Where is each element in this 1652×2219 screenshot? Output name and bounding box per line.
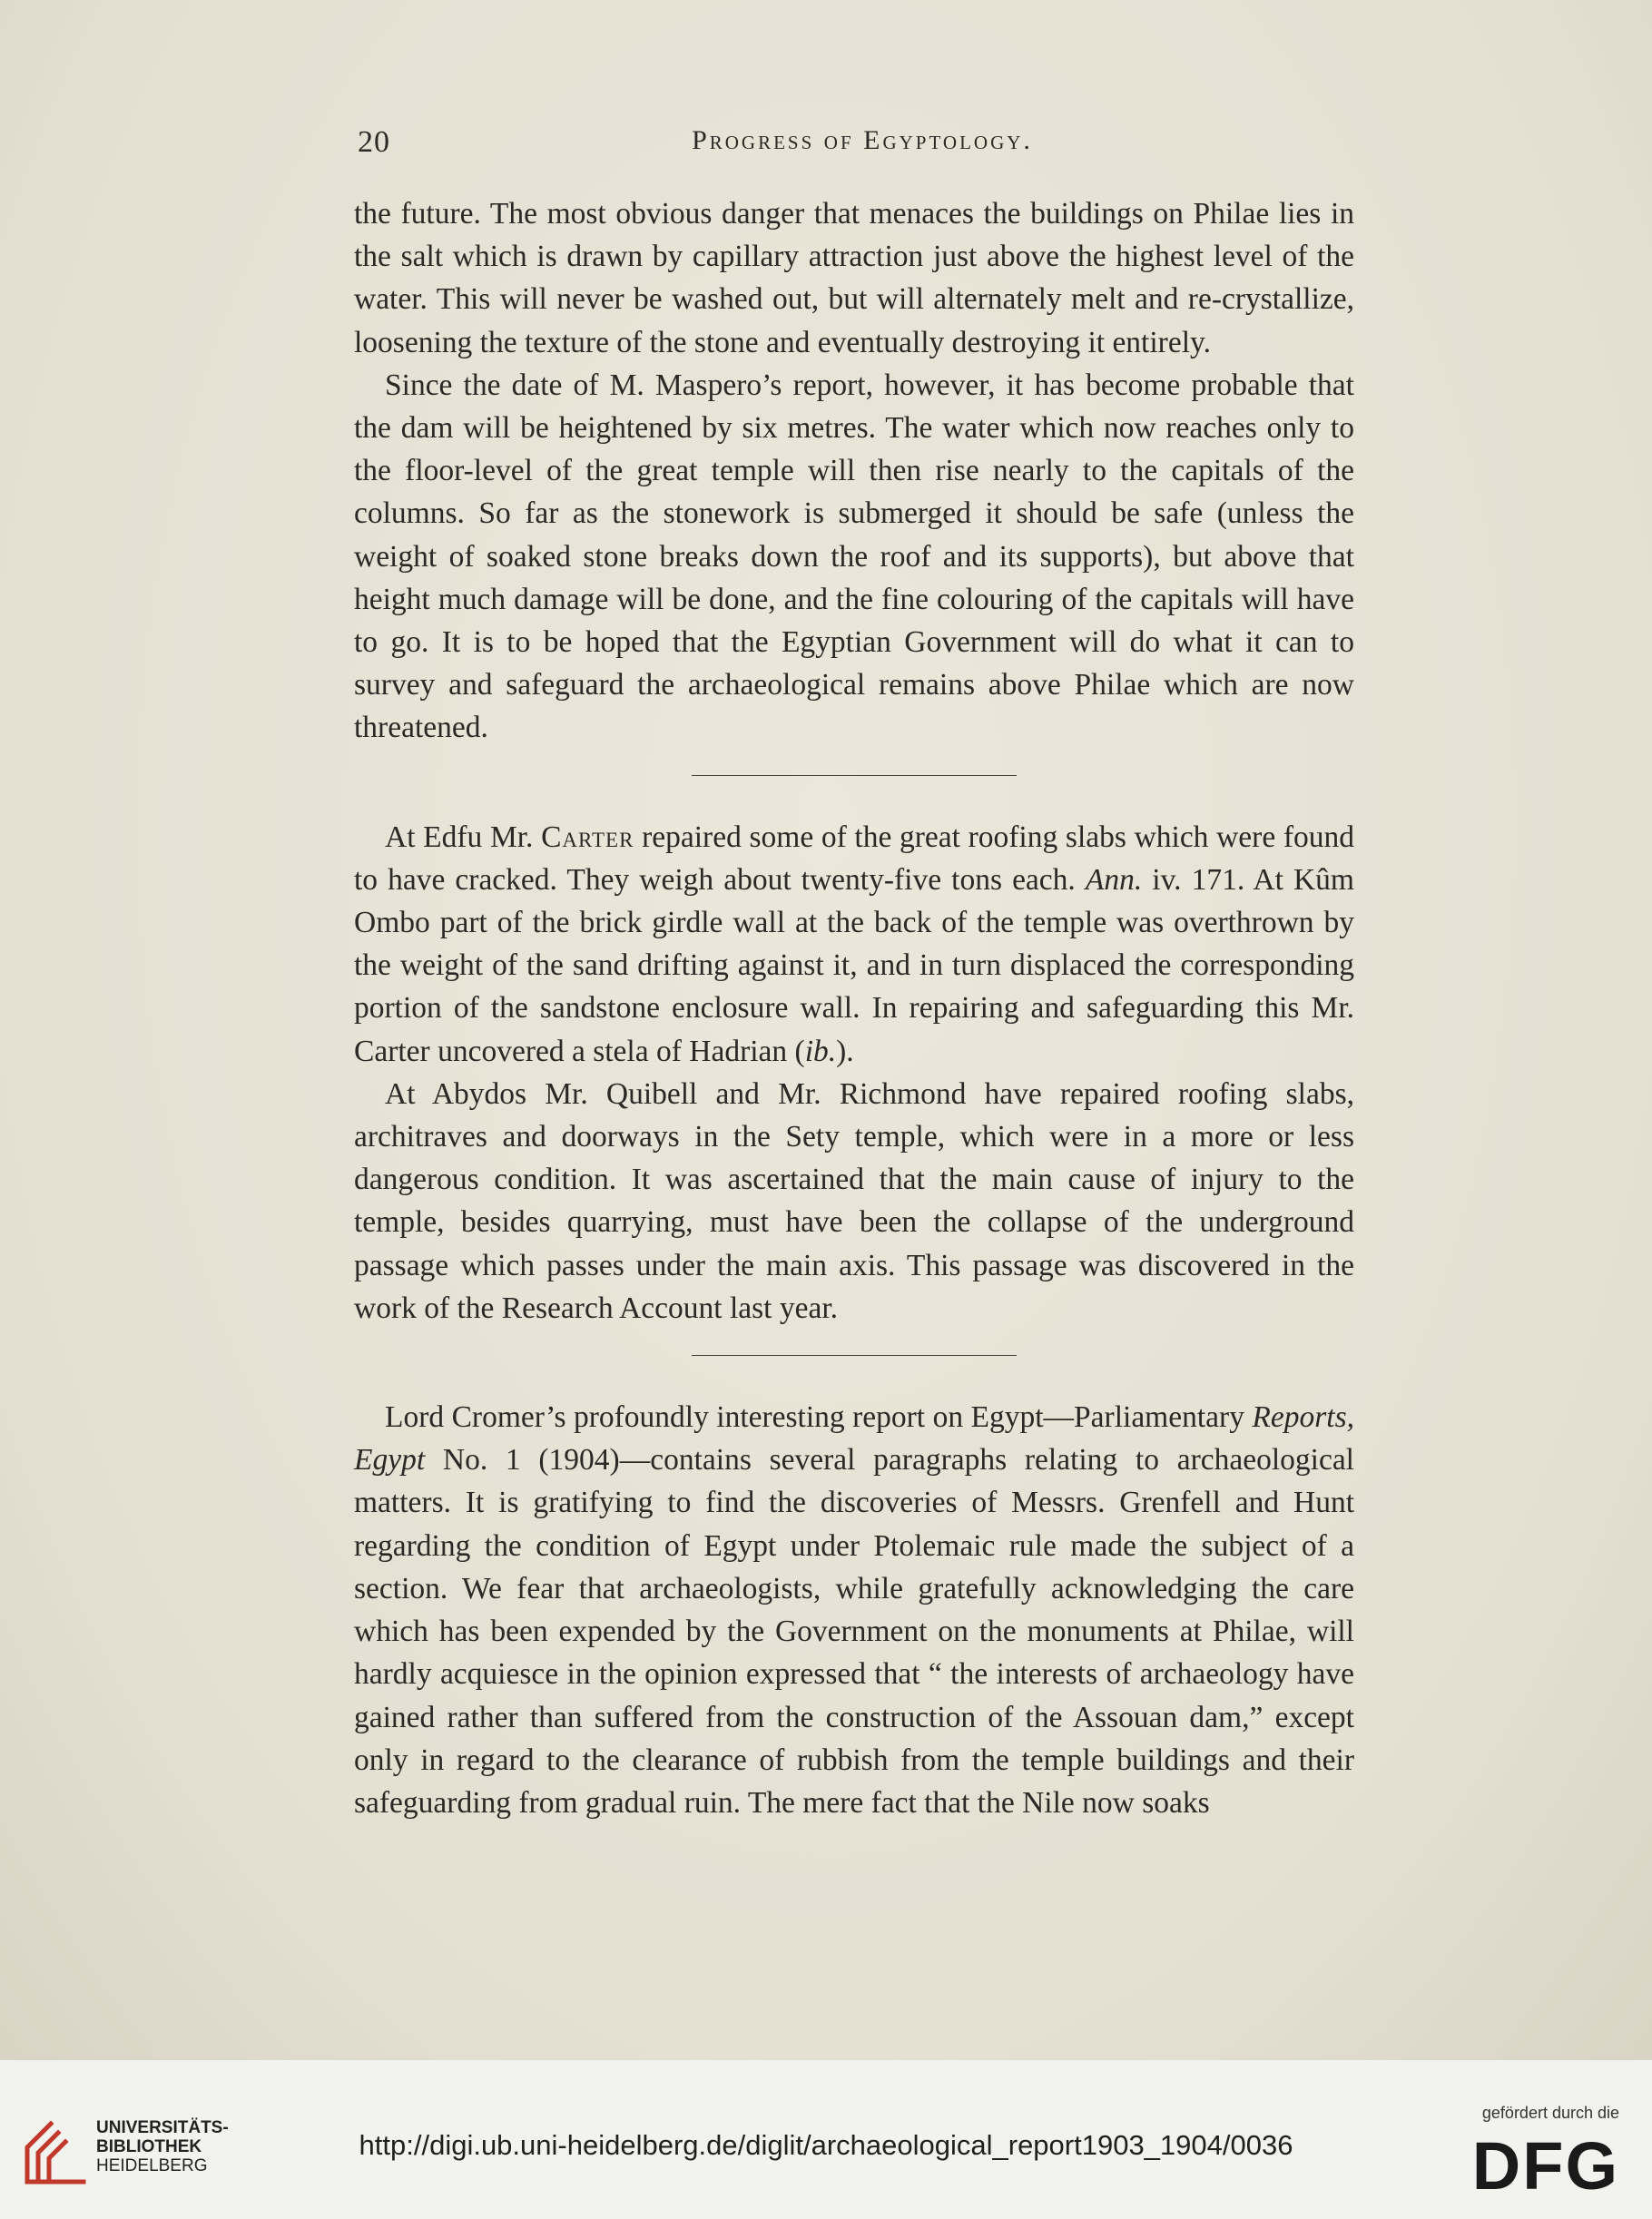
citation-reports-egypt: Reports, Egypt	[354, 1400, 1354, 1478]
section-divider	[692, 775, 1017, 776]
edfu-text-g: ).	[836, 1034, 854, 1068]
library-line-1: UNIVERSITÄTS-	[96, 2118, 229, 2137]
library-line-3: HEIDELBERG	[96, 2156, 208, 2175]
page-number: 20	[358, 125, 390, 159]
university-library-logo-icon	[20, 2116, 89, 2189]
library-name	[96, 2118, 229, 2175]
edfu-text-a: At Edfu Mr.	[385, 820, 542, 854]
paragraph-dam-heightening: Since the date of M. Maspero’s report, however, it has become probable that the dam will be heightened by six metres. The water which now reaches only to the floor-level of the great temple will then rise nearly to the capitals of the columns. So far as the stonework is submerged it should be safe (unless the weight of soaked stone breaks down the roof and its supports), but above that height much damage will be done, and the fine colouring of the capitals will have to go. It is to be hoped that the Egyptian Government will do what it can to survey and safeguard the archaeological remains above Philae which are now threatened.	[354, 368, 1354, 745]
running-title: Progress of Egyptology.	[692, 125, 1033, 155]
permalink-url[interactable]: http://digi.ub.uni-heidelberg.de/diglit/archaeological_report1903_1904/0036	[359, 2129, 1293, 2161]
paragraph-philae-salt: the future. The most obvious danger that menaces the buildings on Philae lies in the salt which is drawn by capillary attraction just above the highest level of the water. This will never be washed out, but will alternately melt and re-crystallize, loosening the texture of the stone and eventually destroying it entirely.	[354, 197, 1354, 359]
name-carter: Carter	[541, 820, 634, 854]
dfg-logo: DFG	[1471, 2128, 1619, 2204]
edfu-text-e: iv. 171. At Kûm Ombo part of the brick girdle wall at the back of the temple was overthrown by the weight of the sand drifting against it, and in turn displaced the corresponding portion of the sandstone enclosure wall. In repairing and safeguarding this Mr. Carter uncovered a stela of Hadrian (	[354, 862, 1354, 1068]
digitization-footer	[0, 2060, 1652, 2219]
citation-ann: Ann.	[1085, 862, 1143, 897]
paragraph-abydos: At Abydos Mr. Quibell and Mr. Richmond have repaired roofing slabs, architraves and doorways in the Sety temple, which were in a more or less dangerous condition. It was ascertained that the main cause of injury to the temple, besides quarrying, must have been the collapse of the underground passage which passes under the main axis. This passage was discovered in the work of the Research Account last year.	[354, 1076, 1354, 1325]
page-header	[354, 125, 1371, 171]
cromer-text-c: No. 1 (1904)—contains several paragraphs relating to archaeological matters. It is gratifying to find the discoveries of Messrs. Grenfell and Hunt regarding the condition of Egypt under Ptolemaic rule made the subject of a section. We fear that archaeologists, while gratefully acknowledging the care which has been expended by the Government on the monuments at Philae, will hardly acquiesce in the opinion expressed that “ the interests of archaeology have gained rather than suffered from the construction of the Assouan dam,” except only in regard to the clearance of rubbish from the temple buildings and their safeguarding from gradual ruin. The mere fact that the Nile now soaks	[354, 1443, 1354, 1820]
edfu-text-c: repaired some of the great roofing slabs which were found to have cracked. They weigh about twenty-five tons each.	[354, 820, 1354, 897]
section-divider	[692, 1355, 1017, 1356]
funding-caption: gefördert durch die	[1481, 2104, 1619, 2122]
paragraph-lord-cromer	[354, 1396, 1354, 1824]
citation-ib: ib.	[804, 1034, 837, 1068]
cromer-text-a: Lord Cromer’s profoundly interesting report on Egypt—Parliamentary	[385, 1400, 1253, 1435]
body-text	[354, 192, 1354, 1824]
library-line-2: BIBLIOTHEK	[96, 2137, 202, 2156]
paragraph-edfu	[354, 816, 1354, 1073]
